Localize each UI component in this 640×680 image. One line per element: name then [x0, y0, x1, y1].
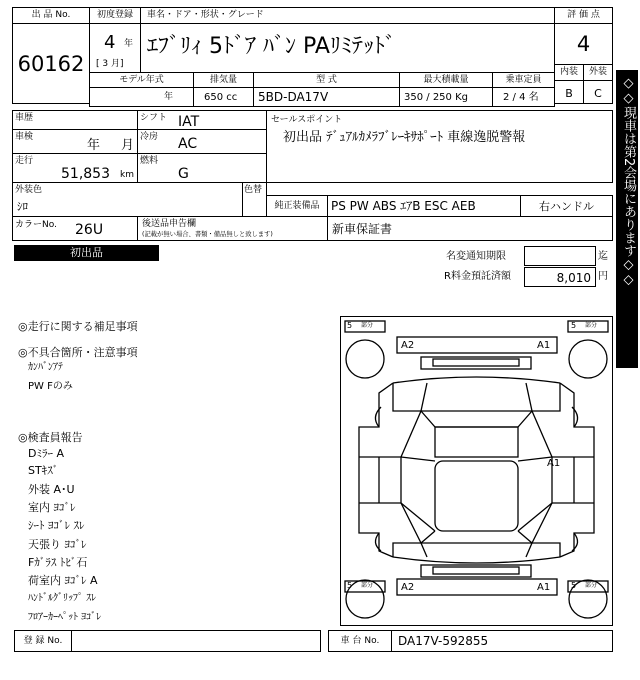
displacement-label-cell — [193, 72, 254, 88]
chassis-label: 車 台 No. — [340, 636, 380, 646]
recycle-label: R料金預託済額 — [444, 271, 511, 282]
exterior-cell — [583, 80, 613, 104]
inspector-item: ﾌﾛｱｰｶｰﾍﾟｯﾄ ﾖｺﾞﾚ — [28, 612, 102, 623]
car-name-label: 車名・ドア・形状・グレード — [147, 10, 264, 20]
first-listing-badge — [14, 245, 159, 261]
shift-cell — [137, 110, 267, 130]
recolor-label: 色替 — [244, 185, 263, 195]
post-label: 後送品申告欄 — [142, 219, 197, 229]
car-outline — [341, 317, 612, 625]
interior-label: 内装 — [559, 67, 578, 77]
ac-value: AC — [178, 136, 198, 152]
damage-mark-front-right: A1 — [537, 340, 551, 351]
score-cell — [554, 23, 613, 65]
type-cell — [253, 87, 400, 107]
damage-mark-rear-right: A1 — [537, 582, 551, 593]
max-load-label-cell — [399, 72, 493, 88]
location-sidebar — [616, 70, 638, 368]
car-diagram — [340, 316, 613, 626]
name-change-unit: 迄 — [598, 251, 608, 262]
capacity-label-cell — [492, 72, 555, 88]
first-reg-year: 4 — [104, 32, 116, 53]
interior-cell — [554, 80, 584, 104]
warranty-cell — [327, 216, 613, 241]
lot-label: 出 品 No. — [31, 10, 71, 20]
mileage-unit: km — [120, 170, 134, 180]
tire-label: 5 — [571, 581, 577, 590]
equipment-label-cell — [266, 195, 328, 217]
post-cell — [137, 216, 328, 241]
equipment-cell — [327, 195, 521, 217]
ac-label: 冷房 — [140, 132, 159, 142]
model-year-label-cell — [89, 72, 194, 88]
fuel-label: 燃料 — [140, 156, 159, 166]
shaken-label: 車検 — [15, 132, 34, 142]
color-no-cell — [12, 216, 138, 241]
color-label: 外装色 — [15, 185, 43, 195]
shaken-year: 年 — [87, 138, 101, 153]
lot-number: 60162 — [17, 52, 85, 76]
car-name: ｴﾌﾞﾘｨ 5ﾄﾞｱ ﾊﾞﾝ PAﾘﾐﾃｯﾄﾞ — [147, 34, 396, 59]
lot-label-cell — [12, 7, 90, 24]
fuel-cell — [137, 153, 267, 183]
tire-unit: 部分 — [361, 582, 374, 589]
ac-cell — [137, 129, 267, 154]
first-reg-cell — [89, 23, 141, 73]
reg-no-cell — [71, 630, 321, 652]
capacity-value: 2 / 4 名 — [503, 92, 539, 103]
fuel-value: G — [178, 166, 189, 182]
reg-no-label-cell — [14, 630, 72, 652]
reg-no-label: 登 録 No. — [23, 636, 63, 646]
mileage-cell — [12, 153, 138, 183]
displacement-value: 650 cc — [204, 92, 238, 103]
model-year-unit: 年 — [164, 92, 174, 102]
supplement-title: ◎走行に関する補足事項 — [18, 320, 138, 333]
max-load-cell — [399, 87, 493, 107]
color-value: ｼﾛ — [17, 200, 28, 213]
mileage-label: 走行 — [15, 156, 34, 166]
damage-mark-front-left: A2 — [401, 340, 415, 351]
inspector-item: ﾊﾝﾄﾞﾙｸﾞﾘｯﾌﾟ ｽﾚ — [28, 593, 97, 604]
sales-point-cell — [266, 110, 613, 183]
type-label-cell — [253, 72, 400, 88]
inspector-title: ◎検査員報告 — [18, 431, 83, 444]
displacement-label: 排気量 — [209, 75, 237, 85]
score-label: 評 価 点 — [567, 10, 600, 20]
handle-cell — [520, 195, 613, 217]
score-value: 4 — [576, 32, 591, 56]
first-reg-label-cell — [89, 7, 141, 24]
handle-value: 右ハンドル — [539, 200, 594, 213]
history-label: 車歴 — [15, 113, 34, 123]
recolor-cell — [242, 182, 267, 217]
interior-value: B — [565, 87, 573, 100]
exterior-label: 外装 — [588, 67, 607, 77]
car-name-label-cell — [140, 7, 555, 24]
inspector-item: 天張り ﾖｺﾞﾚ — [28, 538, 87, 551]
interior-label-cell — [554, 64, 584, 81]
shaken-month: 月 — [121, 138, 135, 153]
model-year-label: モデル年式 — [119, 75, 164, 85]
first-reg-label: 初度登録 — [96, 10, 133, 20]
inspector-item: ｼｰﾄ ﾖｺﾞﾚ ｽﾚ — [28, 519, 85, 532]
model-year-cell — [89, 87, 194, 107]
tire-label: 5 — [571, 321, 577, 330]
chassis-value: DA17V-592855 — [398, 634, 489, 648]
first-reg-year-unit: 年 — [124, 39, 134, 49]
displacement-cell — [193, 87, 254, 107]
color-no-value: 26U — [75, 222, 104, 238]
color-no-label: カラーNo. — [15, 220, 57, 230]
name-change-box — [524, 246, 596, 266]
capacity-label: 乗車定員 — [505, 75, 542, 85]
inspector-item: 室内 ﾖｺﾞﾚ — [28, 501, 76, 514]
color-cell — [12, 182, 243, 217]
first-listing-text: 初出品 — [70, 246, 103, 259]
mileage-value: 51,853 — [61, 166, 110, 182]
chassis-cell — [391, 630, 613, 652]
recycle-unit: 円 — [598, 271, 608, 282]
defects-title: ◎不具合箇所・注意事項 — [18, 346, 138, 359]
name-change-label: 名変通知期限 — [446, 251, 506, 262]
history-cell — [12, 110, 138, 130]
shift-value: IAT — [178, 114, 200, 130]
post-note: (記載が無い場合、書類・備品無しと致します) — [142, 231, 273, 238]
tire-unit: 部分 — [585, 582, 598, 589]
sales-point-text: 初出品 ﾃﾞｭｱﾙｶﾒﾗﾌﾞﾚｰｷｻﾎﾟｰﾄ 車線逸脱警報 — [283, 130, 526, 145]
location-sidebar-text: ◇◇現車は第2会場にあります◇◇ — [621, 76, 636, 288]
shift-label: シフト — [140, 113, 168, 123]
inspector-item: Fｶﾞﾗｽ ﾄﾋﾞ石 — [28, 556, 88, 569]
shaken-cell — [12, 129, 138, 154]
inspector-item: Dﾐﾗｰ A — [28, 447, 64, 460]
exterior-label-cell — [583, 64, 613, 81]
tire-label: 5 — [347, 581, 353, 590]
lot-number-cell — [12, 23, 90, 104]
max-load-value: 350 / 250 Kg — [404, 92, 468, 103]
damage-mark-right-side: A1 — [547, 458, 561, 469]
recycle-value: 8,010 — [556, 271, 591, 285]
defect-item: PW Fのみ — [28, 381, 73, 392]
tire-label: 5 — [347, 321, 353, 330]
type-label: 型 式 — [316, 75, 337, 85]
tire-unit: 部分 — [361, 322, 374, 329]
chassis-label-cell — [328, 630, 392, 652]
recycle-box — [524, 267, 596, 287]
inspector-item: 荷室内 ﾖｺﾞﾚ A — [28, 574, 98, 587]
inspector-item: STｷｽﾞ — [28, 464, 59, 477]
exterior-value: C — [594, 87, 602, 100]
car-name-cell — [140, 23, 555, 73]
defect-item: ｶﾝﾊﾞﾝｱﾃ — [28, 362, 63, 373]
inspector-item: 外装 A･U — [28, 483, 75, 496]
warranty-value: 新車保証書 — [332, 222, 393, 236]
equipment-value: PS PW ABS ｴｱB ESC AEB — [331, 199, 476, 213]
sales-point-label: セールスポイント — [271, 115, 343, 125]
max-load-label: 最大積載量 — [423, 75, 469, 85]
first-reg-month: [ 3 月] — [96, 59, 124, 69]
type-value: 5BD-DA17V — [258, 90, 329, 104]
score-label-cell — [554, 7, 613, 24]
tire-unit: 部分 — [585, 322, 598, 329]
damage-mark-rear-left: A2 — [401, 582, 415, 593]
equipment-label: 純正装備品 — [274, 201, 320, 211]
capacity-cell — [492, 87, 555, 107]
